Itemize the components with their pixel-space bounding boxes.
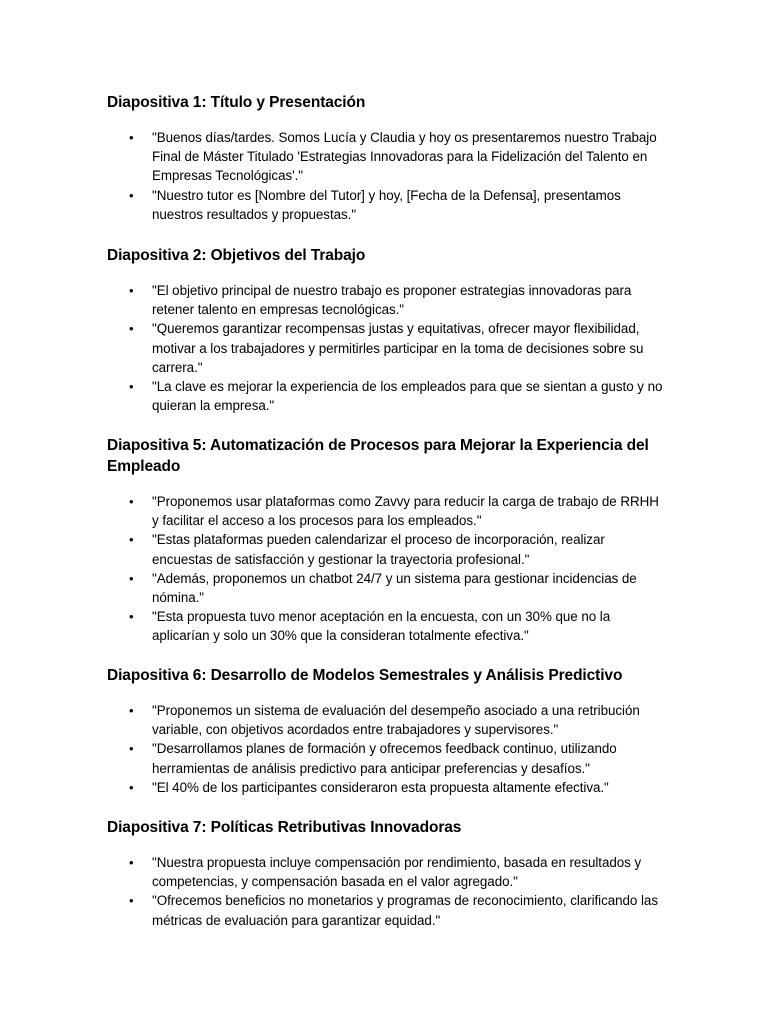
section-heading: Diapositiva 1: Título y Presentación — [107, 94, 366, 111]
bullet-icon: • — [129, 893, 134, 909]
list-item-text: "Esta propuesta tuvo menor aceptación en la encuesta, con un 30% que no la aplicarían y solo un 30% que la consideran totalmente efectiva." — [152, 609, 611, 644]
bullet-icon: • — [129, 379, 134, 395]
section-diapositiva-1 — [107, 92, 667, 224]
list-item-text: "Nuestra propuesta incluye compensación por rendimiento, basada en resultados y competencias, y compensación basada en el valor agregado." — [152, 855, 642, 890]
list-item — [107, 530, 667, 568]
bullet-list — [107, 128, 667, 224]
bullet-icon: • — [129, 494, 134, 509]
bullet-icon: • — [129, 570, 134, 586]
bullet-icon: • — [129, 283, 134, 298]
bullet-icon: • — [129, 321, 134, 337]
bullet-icon: • — [129, 130, 134, 145]
list-item-text: "Ofrecemos beneficios no monetarios y programas de reconocimiento, clarificando las métricas de evaluación para garantizar equidad." — [152, 893, 658, 928]
section-heading: Diapositiva 6: Desarrollo de Modelos Semestrales y Análisis Predictivo — [107, 667, 623, 684]
list-item-text: "La clave es mejorar la experiencia de los empleados para que se sientan a gusto y no quieran la empresa." — [152, 379, 663, 414]
list-item — [107, 607, 667, 645]
bullet-icon: • — [129, 741, 134, 757]
list-item — [107, 128, 667, 186]
list-item — [107, 853, 667, 891]
list-item — [107, 701, 667, 739]
list-item-text: "El 40% de los participantes consideraron esta propuesta altamente efectiva." — [152, 779, 609, 795]
list-item-text: "Nuestro tutor es [Nombre del Tutor] y hoy, [Fecha de la Defensa], presentamos nuestros resultados y propuestas." — [152, 187, 621, 222]
list-item — [107, 377, 667, 415]
list-item — [107, 186, 667, 224]
section-diapositiva-5 — [107, 435, 667, 646]
list-item-text: "Estas plataformas pueden calendarizar el proceso de incorporación, realizar encuestas de satisfacción y gestionar la trayectoria profesional." — [152, 532, 605, 567]
list-item-text: "Además, proponemos un chatbot 24/7 y un sistema para gestionar incidencias de nómina." — [152, 570, 637, 606]
section-diapositiva-7 — [107, 817, 667, 930]
list-item — [107, 891, 667, 929]
bullet-icon: • — [129, 187, 134, 203]
bullet-list — [107, 492, 667, 646]
section-heading: Diapositiva 7: Políticas Retributivas Innovadoras — [107, 819, 462, 836]
bullet-icon: • — [129, 609, 134, 625]
bullet-list — [107, 701, 667, 797]
list-item-text: "Buenos días/tardes. Somos Lucía y Claudia y hoy os presentaremos nuestro Trabajo Final de Máster Titulado 'Estrategias Innovadoras para la Fidelización del Talento en Empresas Tecnológicas'." — [152, 130, 657, 184]
list-item — [107, 281, 667, 319]
list-item — [107, 778, 667, 797]
section-diapositiva-6 — [107, 665, 667, 797]
list-item — [107, 739, 667, 777]
section-heading: Diapositiva 2: Objetivos del Trabajo — [107, 247, 366, 264]
list-item — [107, 492, 667, 530]
list-item-text: "Queremos garantizar recompensas justas y equitativas, ofrecer mayor flexibilidad, motivar a los trabajadores y permitirles participar en la toma de decisiones sobre su carrera." — [152, 321, 644, 375]
list-item-text: "El objetivo principal de nuestro trabajo es proponer estrategias innovadoras para retener talento en empresas tecnológicas." — [152, 283, 632, 318]
list-item-text: "Desarrollamos planes de formación y ofrecemos feedback continuo, utilizando herramientas de análisis predictivo para anticipar preferencias y desafíos." — [152, 741, 617, 776]
bullet-icon: • — [129, 855, 134, 870]
list-item — [107, 569, 667, 607]
bullet-list — [107, 853, 667, 930]
list-item — [107, 319, 667, 377]
section-diapositiva-2 — [107, 245, 667, 415]
bullet-icon: • — [129, 779, 134, 795]
list-item-text: "Proponemos usar plataformas como Zavvy para reducir la carga de trabajo de RRHH y facilitar el acceso a los procesos para los empleados." — [152, 494, 659, 529]
bullet-list — [107, 281, 667, 415]
bullet-icon: • — [129, 532, 134, 548]
bullet-icon: • — [129, 703, 134, 718]
list-item-text: "Proponemos un sistema de evaluación del desempeño asociado a una retribución variable, con objetivos acordados entre trabajadores y supervisores." — [152, 703, 640, 738]
section-heading: Diapositiva 5: Automatización de Procesos para Mejorar la Experiencia del Empleado — [107, 437, 649, 475]
